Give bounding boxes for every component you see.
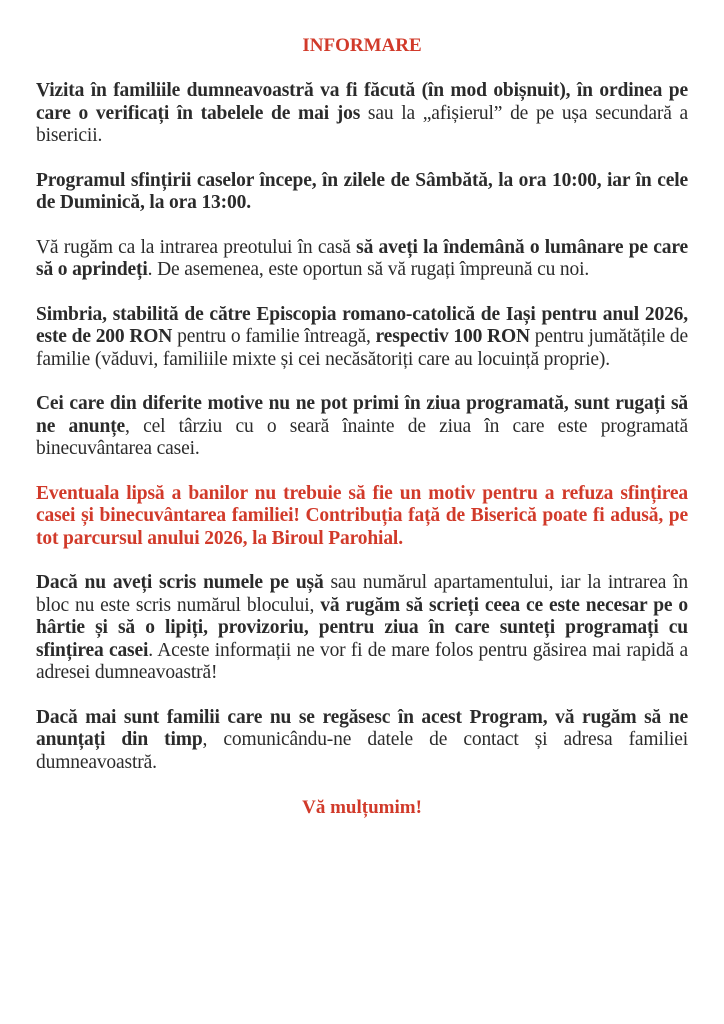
body-text: sau numărul apartamentului, iar la intrarea în bloc nu este scris numărul blocului, xyxy=(36,572,688,616)
emphasized-text: să aveți la îndemână o lumânare pe care să o aprindeți xyxy=(36,236,688,280)
emphasized-text: Eventuala lipsă a banilor nu trebuie să fie un motiv pentru a refuza sfințirea casei și binecuvântarea familiei! Contribuția față de Biserică poate fi adusă, pe tot parcursul anului 2026, la Biroul Parohial. xyxy=(36,482,688,549)
paragraph-schedule xyxy=(36,170,688,215)
paragraph-money-note xyxy=(36,483,688,551)
emphasized-text: Dacă mai sunt familii care nu se regăsesc în acest Program, vă rugăm să ne anunțați din timp xyxy=(36,706,688,750)
body-text: , cel târziu cu o seară înainte de ziua în care este programată binecuvântarea casei. xyxy=(36,415,688,459)
paragraph-fee xyxy=(36,304,688,372)
paragraph-reschedule xyxy=(36,393,688,461)
emphasized-text: Simbria, stabilită de către Episcopia romano-catolică de Iași pentru anul 2026, este de 200 RON xyxy=(36,303,688,347)
body-text: pentru o familie întreagă, xyxy=(172,326,376,347)
paragraph-list xyxy=(36,80,688,774)
body-text: sau la „afișierul” de pe ușa secundară a bisericii. xyxy=(36,102,689,146)
paragraph-visit-order xyxy=(36,80,688,148)
paragraph-door-name xyxy=(36,572,688,685)
body-text: . Aceste informații ne vor fi de mare folos pentru găsirea mai rapidă a adresei dumneavoastră! xyxy=(36,639,688,683)
emphasized-text: Cei care din diferite motive nu ne pot primi în ziua programată, sunt rugați să ne anunțe xyxy=(36,393,688,437)
body-text: . De asemenea, este oportun să vă rugați împreună cu noi. xyxy=(147,259,590,280)
body-text: , comunicându-ne datele de contact și adresa familiei dumneavoastră. xyxy=(36,729,689,773)
page-title: INFORMARE xyxy=(302,35,422,56)
emphasized-text: vă rugăm să scrieți ceea ce este necesar pe o hârtie și să o lipiți, provizoriu, pentru ziua în care sunteți programați cu sfințirea casei xyxy=(36,594,688,661)
body-text: Vă rugăm ca la intrarea preotului în casă xyxy=(36,236,357,258)
body-text: pentru jumătățile de familie (văduvi, familiile mixte și cei necăsătoriți care au locuință proprie). xyxy=(36,326,688,370)
emphasized-text: respectiv 100 RON xyxy=(375,326,530,347)
closing-thanks: Vă mulțumim! xyxy=(302,797,422,818)
paragraph-candle xyxy=(36,237,688,282)
paragraph-missing-families xyxy=(36,707,688,775)
emphasized-text: Dacă nu aveți scris numele pe ușă xyxy=(36,572,324,593)
emphasized-text: Programul sfințirii caselor începe, în zilele de Sâmbătă, la ora 10:00, iar în cele de Duminică, la ora 13:00. xyxy=(36,169,688,213)
emphasized-text: Vizita în familiile dumneavoastră va fi făcută (în mod obișnuit), în ordinea pe care o verificați în tabelele de mai jos xyxy=(36,80,688,124)
